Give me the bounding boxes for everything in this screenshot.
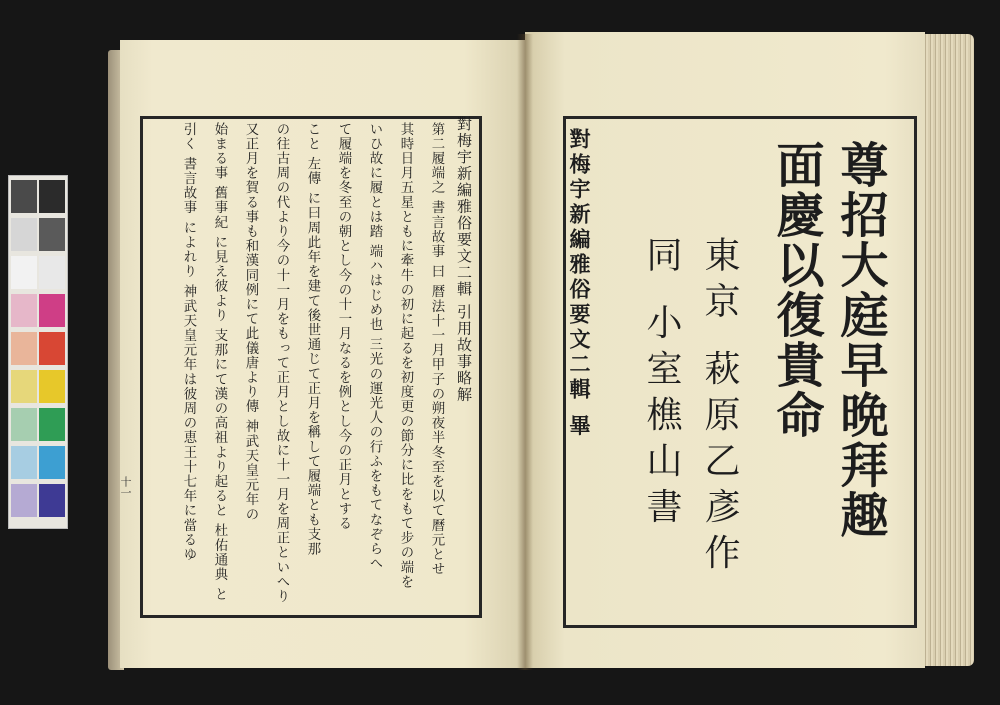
color-swatch [11,180,37,213]
color-swatch [39,294,65,327]
text-column: 引く 書言故事 によれり 神武天皇元年は彼周の恵王十七年に當るゆ [181,122,196,562]
text-column: の往古周の代より今の十一月をもって正月とし故に十一月を周正といへり [274,122,289,604]
book-fore-edge-right [918,34,974,666]
author-credit: 東京 萩原乙彥作 [699,236,740,580]
page-folio-number: 十一 [119,476,132,498]
left-page-header: 對梅宇新編雅俗要文二輯 引用故事略解 [455,116,473,403]
text-column: て履端を冬至の朝とし今の十一月なるを例とし今の正月とする [336,122,351,531]
book-gutter [517,34,533,670]
color-swatch [39,180,65,213]
color-swatch [11,218,37,251]
color-swatch [11,446,37,479]
text-column: 又正月を賀る事も和漢同例にて此儀唐より傳 神武天皇元年の [243,122,258,522]
color-swatch [39,370,65,403]
calligrapher-credit: 同 小室樵山書 [641,236,682,534]
color-swatch [39,446,65,479]
color-swatch [39,218,65,251]
color-swatch [11,408,37,441]
text-column: 第二履端之 書言故事 曰 暦法十一月甲子の朔夜半冬至を以て曆元とせ [429,122,444,577]
color-swatch [39,408,65,441]
color-swatch [39,332,65,365]
calligraphy-inscription-line-1: 尊招大庭早晩拜趣 [832,140,888,540]
color-swatch [39,256,65,289]
colophon-title: 對梅宇新編雅俗要文二輯 畢 [567,128,592,440]
color-swatch [11,332,37,365]
text-column: 始まる事 舊事紀 に見え彼より 支那にて漢の高祖より起ると 杜佑通典 と [212,122,227,602]
color-swatch [11,294,37,327]
color-swatch [11,484,37,517]
text-column: いひ故に履とは踏 端ハはじめ也 三光の運光人の行ふをもてなぞらへ [367,122,382,571]
color-calibration-strip [8,175,68,529]
color-swatch [11,370,37,403]
text-column: こと 左傳 に曰周此年を建て後世通じて正月を稱して履端とも支那 [305,122,320,557]
calligraphy-inscription-line-2: 面慶以復貴命 [768,140,824,440]
color-swatch [39,484,65,517]
color-swatch [11,256,37,289]
text-column: 其時日月五星ともに牽牛の初に起るを初度更の節分に比をもて步の端を [398,122,413,590]
